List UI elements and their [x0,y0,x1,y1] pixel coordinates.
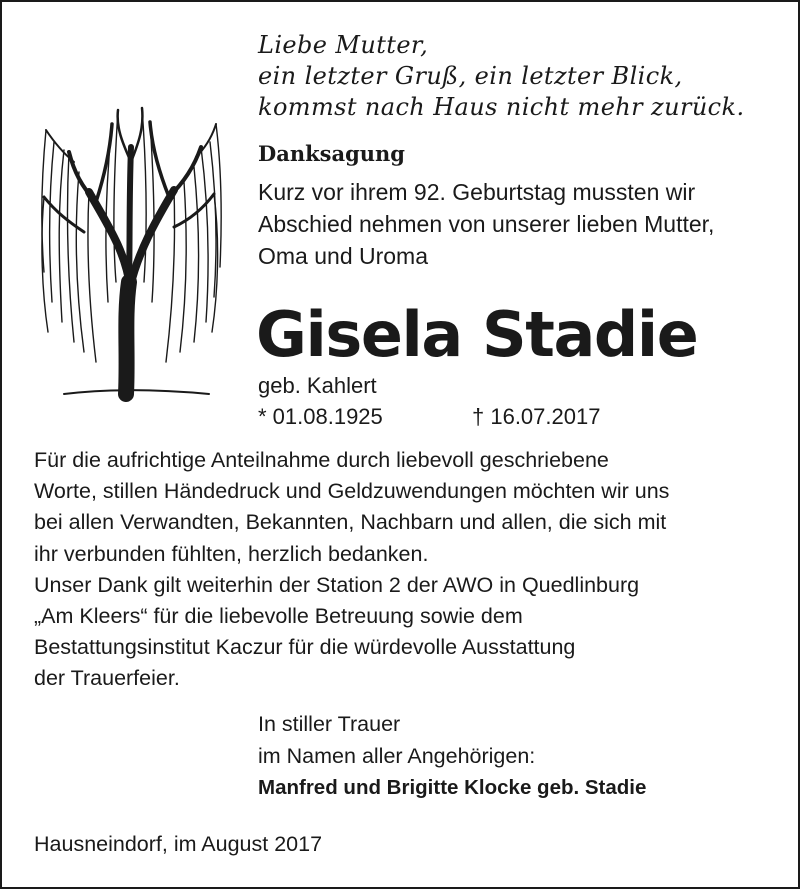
verse-line: Liebe Mutter, [258,31,429,59]
life-dates [258,402,778,432]
weeping-willow-tree-icon [34,102,224,402]
thanks-line: Unser Dank gilt weiterhin der Station 2 der AWO in Quedlinburg [34,572,640,597]
closing-line: im Namen aller Angehörigen: [258,744,536,768]
thanks-line: ihr verbunden fühlten, herzlich bedanken. [34,541,429,566]
birth-name: geb. Kahlert [258,373,377,398]
intro-line: Oma und Uroma [258,243,429,269]
thanks-line: Bestattungsinstitut Kaczur für die würdevolle Ausstattung [34,635,576,660]
closing-block [258,708,778,804]
thanks-line: „Am Kleers“ für die liebevolle Betreuung sowie dem [34,604,523,629]
thanks-line: Worte, stillen Händedruck und Geldzuwendungen möchten wir uns [34,479,670,504]
verse-line: ein letzter Gruß, ein letzter Blick, [258,62,683,90]
closing-line: In stiller Trauer [258,712,401,736]
thanks-line: bei allen Verwandten, Bekannten, Nachbarn und allen, die sich mit [34,510,667,535]
intro-text [258,176,778,272]
intro-line: Kurz vor ihrem 92. Geburtstag mussten wir [258,179,696,205]
verse-line: kommst nach Haus nicht mehr zurück. [258,93,745,121]
memorial-verse [258,30,778,123]
death-date: † 16.07.2017 [472,404,601,429]
intro-line: Abschied nehmen von unserer lieben Mutter, [258,211,715,237]
deceased-name: Gisela Stadie [256,298,698,371]
thanks-text [34,445,784,695]
birth-date: * 01.08.1925 [258,404,383,429]
place-date: Hausneindorf, im August 2017 [34,832,323,856]
thanks-line: Für die aufrichtige Anteilnahme durch liebevoll geschriebene [34,448,609,472]
thanks-line: der Trauerfeier. [34,666,180,691]
heading-danksagung: Danksagung [258,141,405,166]
signers: Manfred und Brigitte Klocke geb. Stadie [258,776,647,799]
